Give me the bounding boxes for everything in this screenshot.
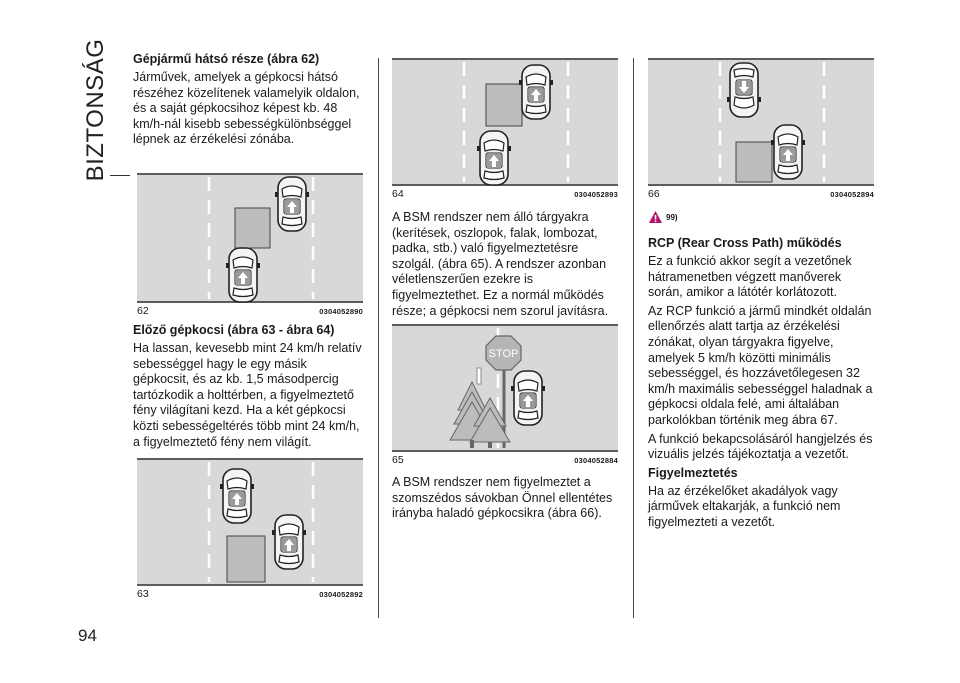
column-divider-1 xyxy=(378,58,379,618)
figure-62-code: 0304052890 xyxy=(319,307,363,316)
figure-63-caption xyxy=(137,588,363,602)
figure-66-illustration xyxy=(648,58,874,186)
figure-65-code: 0304052884 xyxy=(574,456,618,465)
column-1-lower xyxy=(133,323,363,453)
column-1 xyxy=(133,52,363,151)
figure-63-number: 63 xyxy=(137,588,149,600)
warning-reference: 99) xyxy=(666,213,678,222)
heading-warning: Figyelmeztetés xyxy=(648,465,738,480)
figure-62-caption xyxy=(137,305,363,319)
column-2-lower xyxy=(392,475,622,525)
figure-62-number: 62 xyxy=(137,305,149,317)
figure-65-number: 65 xyxy=(392,454,404,466)
paragraph-bsm-opposite: A BSM rendszer nem figyelmeztet a szomszédos sávokban Önnel ellentétes irányba haladó gépkocsikra (ábra 66). xyxy=(392,475,613,521)
heading-rcp: RCP (Rear Cross Path) működés xyxy=(648,236,842,250)
paragraph-rcp-signal: A funkció bekapcsolásáról hangjelzés és vizuális jelzés tájékoztatja a vezetőt. xyxy=(648,431,873,462)
paragraph-rcp-intro: Ez a funkció akkor segít a vezetőnek hátramenetben végzett manőverek során, amikor a látótér korlátozott. xyxy=(648,254,852,300)
figure-64 xyxy=(392,58,618,200)
paragraph-rcp-zones: Az RCP funkció a jármű mindkét oldalán ellenőrzés alatt tartja az érzékelési zónákat, olyan tárgyakra figyelve, amelyek 5 km/h közötti minimális sebességgel, és hozzávetőlegesen 32 km/h maximális sebességgel haladnak a gépkocsi oldala felé, ami általában parkolókban történik meg ábra 67. xyxy=(648,303,873,427)
figure-65-caption xyxy=(392,454,618,468)
warning-triangle-icon xyxy=(648,210,663,224)
paragraph-warning: Ha az érzékelőket akadályok vagy járművek eltakarják, a funkció nem figyelmezteti a vezetőt. xyxy=(648,483,841,529)
figure-63 xyxy=(137,458,363,600)
figure-63-illustration xyxy=(137,458,363,586)
column-3 xyxy=(648,236,878,534)
warning-marker xyxy=(648,210,708,226)
figure-66 xyxy=(648,58,874,200)
stop-sign-text: STOP xyxy=(488,348,519,360)
figure-64-number: 64 xyxy=(392,188,404,200)
paragraph-rear-part: Járművek, amelyek a gépkocsi hátsó részéhez közelítenek valamelyik oldalon, és a saját gépkocsihoz képest kb. 48 km/h-nál kisebb sebességkülönbséggel lépnek az érzékelési zónába. xyxy=(133,70,360,147)
figure-66-caption xyxy=(648,188,874,202)
paragraph-previous-car: Ha lassan, kevesebb mint 24 km/h relatív sebességgel hagy le egy másik gépkocsit, és az kb. 1,5 másodpercig tartózkodik a holttérben, a figyelmeztető fény világítani kezd. Ha a két gépkocsi közti sebességeltérés több mint 24 km/h, a figyelmeztető fény nem világít. xyxy=(133,341,362,449)
figure-62-illustration xyxy=(137,173,363,303)
heading-rear-part: Gépjármű hátsó része (ábra 62) xyxy=(133,52,320,66)
figure-65-illustration xyxy=(392,324,618,452)
figure-66-code: 0304052894 xyxy=(830,190,874,199)
paragraph-bsm-stationary: A BSM rendszer nem álló tárgyakra (kerítések, oszlopok, falak, lombozat, padka, stb.) való figyelmeztetésre szolgál. (ábra 65). A rendszer azonban véletlenszerűen ezekre is figyelmeztethet. Ez a normál működés része; a gépkocsi nem szorul javításra. xyxy=(392,210,609,318)
section-side-title xyxy=(78,38,114,181)
column-divider-2 xyxy=(633,58,634,618)
figure-66-number: 66 xyxy=(648,188,660,200)
heading-previous-car: Előző gépkocsi (ábra 63 - ábra 64) xyxy=(133,323,335,337)
section-side-title-text: BIZTONSÁG xyxy=(82,38,109,181)
figure-62 xyxy=(137,173,363,317)
page-number: 94 xyxy=(78,626,97,645)
figure-64-code: 0304052893 xyxy=(574,190,618,199)
figure-64-illustration xyxy=(392,58,618,186)
side-title-rule xyxy=(110,175,130,176)
figure-65 xyxy=(392,324,618,466)
column-2 xyxy=(392,210,622,322)
figure-63-code: 0304052892 xyxy=(319,590,363,599)
figure-64-caption xyxy=(392,188,618,202)
